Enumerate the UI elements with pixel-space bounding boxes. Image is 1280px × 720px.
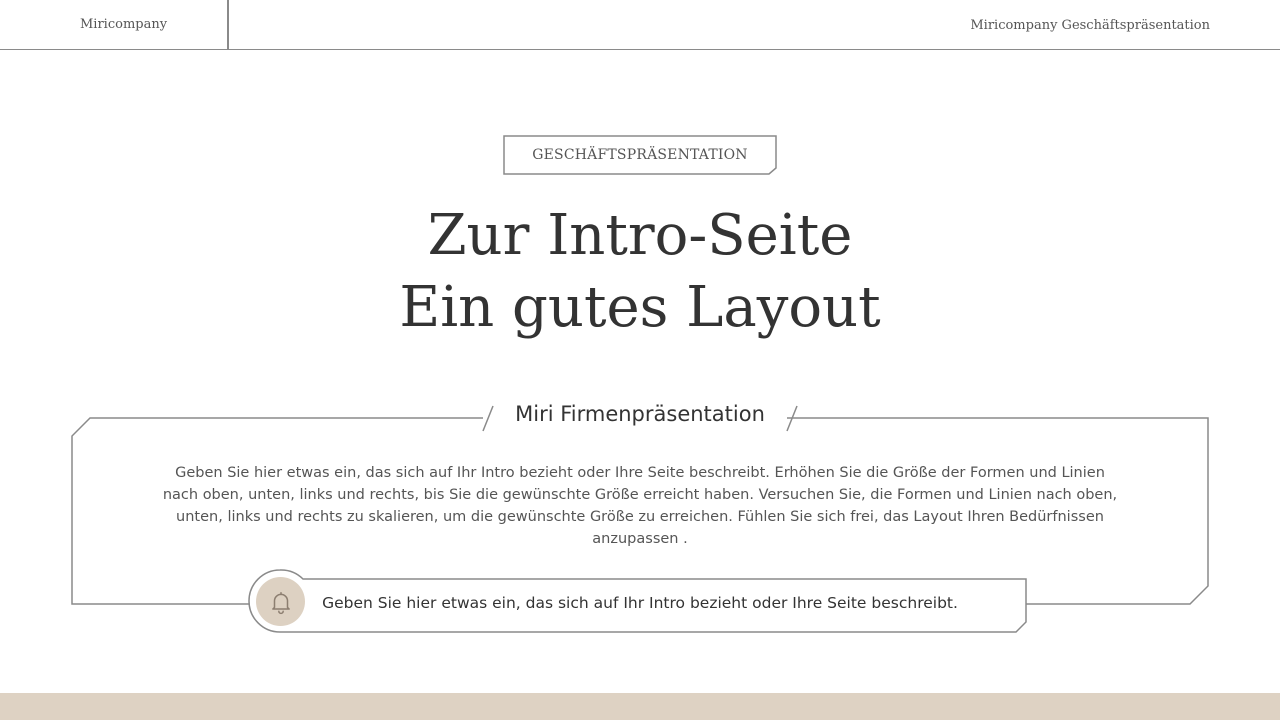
title-line-1: Zur Intro-Seite	[427, 203, 853, 268]
footer-band	[0, 693, 1280, 720]
box-description: Geben Sie hier etwas ein, das sich auf Ihr Intro bezieht oder Ihre Seite beschreibt. Erhöhen Sie die Größe der Formen und Linien nach oben, unten, links und rechts, bis Sie die gewünschte Größe erreicht haben. Versuchen Sie, die Formen und Linien nach oben, unten, links und rechts zu skalieren, um die gewünschte Größe zu erreichen. Fühlen Sie sich frei, das Layout Ihren Bedürfnissen anzupassen .	[162, 465, 1118, 547]
presentation-title: Miricompany Geschäftspräsentation	[970, 18, 1210, 33]
title-line-2: Ein gutes Layout	[399, 275, 881, 340]
box-heading: Miri Firmenpräsentation	[515, 402, 765, 426]
tag-label: GESCHÄFTSPRÄSENTATION	[532, 147, 748, 163]
callout-text: Geben Sie hier etwas ein, das sich auf Ihr Intro bezieht oder Ihre Seite beschreibt.	[322, 594, 958, 612]
company-name: Miricompany	[80, 17, 168, 32]
bell-icon	[256, 577, 305, 626]
